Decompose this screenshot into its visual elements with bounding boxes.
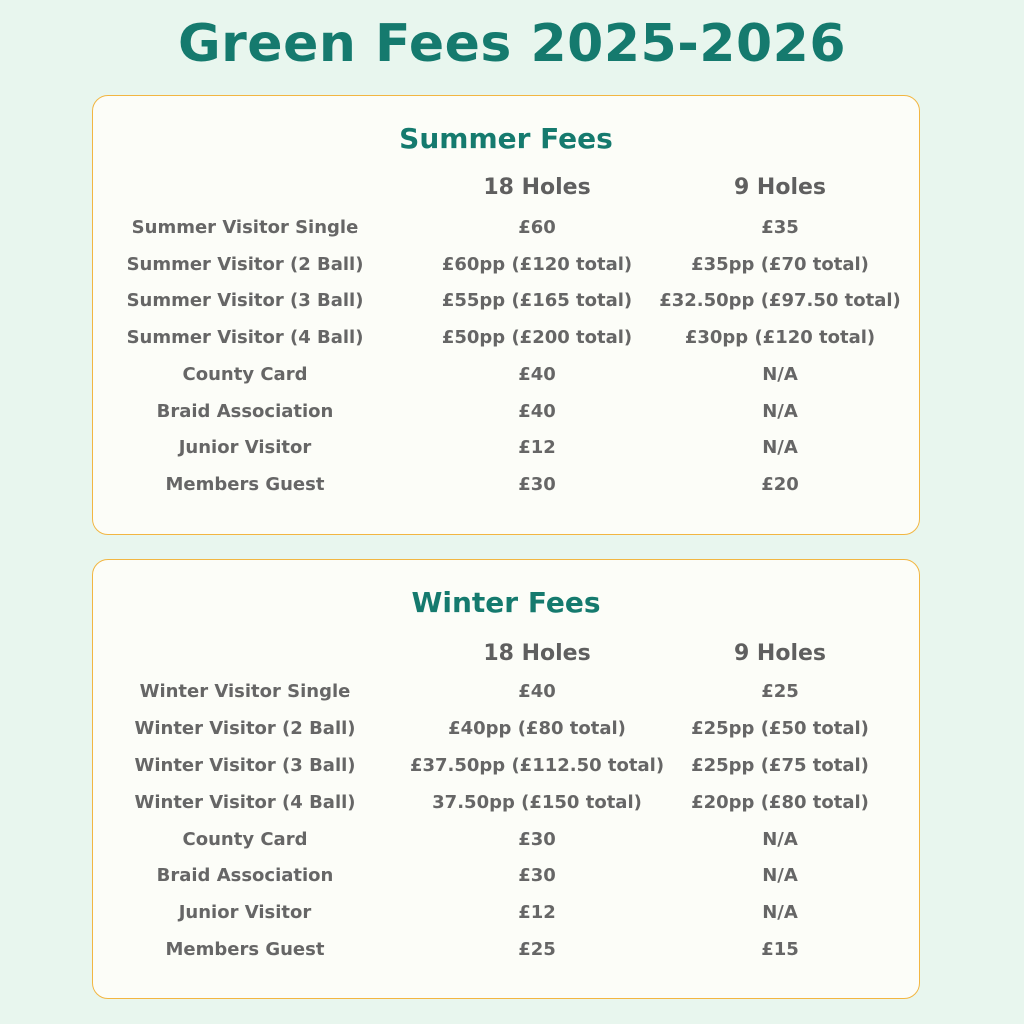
fee-9-holes: £25pp (£50 total)	[691, 718, 869, 739]
fee-18-holes: £40	[518, 681, 556, 702]
fee-name: Summer Visitor Single	[131, 217, 359, 238]
fee-9-holes: £32.50pp (£97.50 total)	[659, 290, 901, 311]
fee-18-holes: £60	[518, 217, 556, 238]
summer-fees-card	[92, 95, 920, 535]
fee-18-holes: £60pp (£120 total)	[441, 254, 633, 275]
fee-9-holes: £20	[761, 474, 799, 495]
table-row	[93, 362, 919, 388]
table-row	[93, 790, 919, 816]
fee-name: Winter Visitor (3 Ball)	[134, 755, 356, 776]
fee-name: Junior Visitor	[178, 437, 312, 458]
page-title: Green Fees 2025-2026	[177, 14, 847, 74]
fee-18-holes: £40	[518, 401, 556, 422]
summer-fees-title: Summer Fees	[399, 122, 613, 155]
fee-9-holes: N/A	[762, 364, 798, 385]
table-row	[93, 435, 919, 461]
table-row	[93, 215, 919, 241]
fee-9-holes: £15	[761, 939, 799, 960]
table-row	[93, 753, 919, 779]
winter-fees-card	[92, 559, 920, 999]
fee-9-holes: £35	[761, 217, 799, 238]
winter-fees-title: Winter Fees	[411, 586, 601, 619]
fee-name: Summer Visitor (2 Ball)	[126, 254, 364, 275]
winter-col-9-holes: 9 Holes	[733, 641, 827, 666]
fee-9-holes: £25	[761, 681, 799, 702]
fee-9-holes: £20pp (£80 total)	[691, 792, 869, 813]
fee-18-holes: £30	[518, 829, 556, 850]
fee-9-holes: N/A	[762, 865, 798, 886]
fee-18-holes: £12	[518, 437, 556, 458]
table-row	[93, 288, 919, 314]
fee-18-holes: £30	[518, 474, 556, 495]
fee-name: Winter Visitor Single	[139, 681, 351, 702]
fee-9-holes: £25pp (£75 total)	[691, 755, 869, 776]
fee-name: Junior Visitor	[178, 902, 312, 923]
fee-18-holes: £50pp (£200 total)	[441, 327, 633, 348]
table-row	[93, 399, 919, 425]
table-row	[93, 900, 919, 926]
fee-9-holes: N/A	[762, 401, 798, 422]
table-row	[93, 679, 919, 705]
fee-9-holes: N/A	[762, 829, 798, 850]
fee-18-holes: 37.50pp (£150 total)	[432, 792, 642, 813]
table-row	[93, 325, 919, 351]
fee-9-holes: £35pp (£70 total)	[691, 254, 869, 275]
table-row	[93, 716, 919, 742]
fee-name: Members Guest	[165, 939, 325, 960]
table-row	[93, 937, 919, 963]
table-row	[93, 252, 919, 278]
fee-18-holes: £37.50pp (£112.50 total)	[409, 755, 665, 776]
fee-18-holes: £25	[518, 939, 556, 960]
fee-name: Summer Visitor (4 Ball)	[126, 327, 364, 348]
table-row	[93, 863, 919, 889]
fee-name: County Card	[182, 364, 308, 385]
fee-18-holes: £40pp (£80 total)	[448, 718, 626, 739]
fee-name: County Card	[182, 829, 308, 850]
fee-name: Braid Association	[156, 401, 334, 422]
fee-9-holes: N/A	[762, 902, 798, 923]
fee-name: Winter Visitor (4 Ball)	[134, 792, 356, 813]
table-row	[93, 827, 919, 853]
table-row	[93, 472, 919, 498]
fee-18-holes: £12	[518, 902, 556, 923]
fee-9-holes: N/A	[762, 437, 798, 458]
fee-18-holes: £30	[518, 865, 556, 886]
summer-col-18-holes: 18 Holes	[483, 175, 591, 200]
fee-name: Summer Visitor (3 Ball)	[126, 290, 364, 311]
fee-18-holes: £55pp (£165 total)	[441, 290, 633, 311]
winter-col-18-holes: 18 Holes	[483, 641, 591, 666]
summer-col-9-holes: 9 Holes	[733, 175, 827, 200]
fee-name: Members Guest	[165, 474, 325, 495]
fee-18-holes: £40	[518, 364, 556, 385]
fee-name: Braid Association	[156, 865, 334, 886]
fee-name: Winter Visitor (2 Ball)	[134, 718, 356, 739]
fee-9-holes: £30pp (£120 total)	[684, 327, 876, 348]
